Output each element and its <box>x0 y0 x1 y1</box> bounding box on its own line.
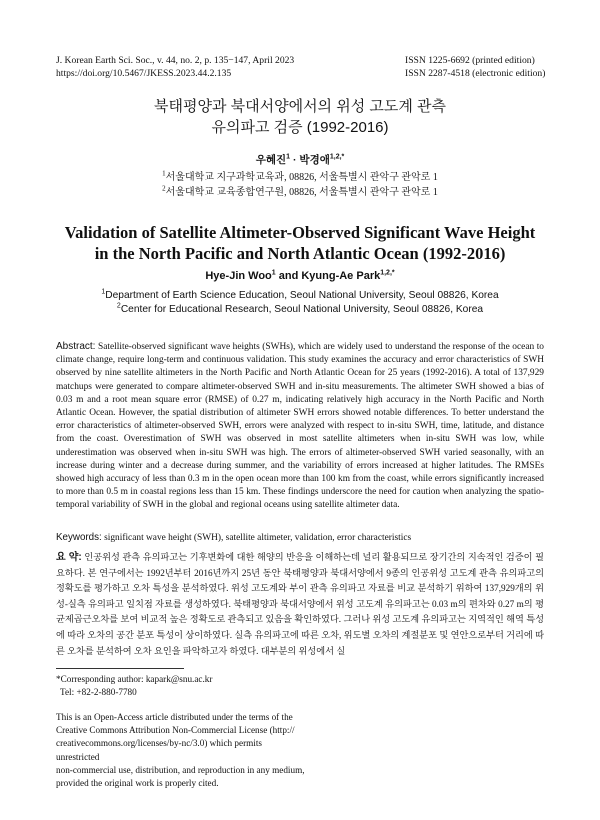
english-author-2-sup: 1,2,* <box>380 269 395 277</box>
korean-aff1-sup: 1 <box>162 169 166 178</box>
license-line: Creative Commons Attribution Non-Commercial License (http:// <box>56 725 295 736</box>
korean-author-2: 박경애 <box>299 154 330 166</box>
korean-author-1: 우혜진 <box>255 154 287 166</box>
issn-block <box>405 54 545 80</box>
english-abstract <box>56 340 544 513</box>
korean-abstract <box>56 550 544 659</box>
keywords-label: Keywords: <box>56 532 102 543</box>
issn-online: ISSN 2287-4518 (electronic edition) <box>405 68 546 79</box>
korean-abstract-label: 요 약: <box>56 552 82 563</box>
keywords-text: significant wave height (SWH), satellite altimeter, validation, error characteristics <box>101 533 412 543</box>
license-line: provided the original work is properly cited. <box>56 778 219 789</box>
license-line: creativecommons.org/licenses/by-nc/3.0) which permits unrestricted <box>56 738 262 762</box>
korean-author-separator: · <box>290 154 300 166</box>
issn-print: ISSN 1225-6692 (printed edition) <box>405 55 535 66</box>
english-author-1-sup: 1 <box>271 269 276 277</box>
license-note <box>56 711 306 790</box>
english-affiliations <box>0 289 600 316</box>
korean-aff1-text: 서울대학교 지구과학교육과, 08826, 서울특별시 관악구 관악로 1 <box>165 172 438 183</box>
license-line: non-commercial use, distribution, and reproduction in any medium, <box>56 764 305 775</box>
korean-affiliation-2 <box>0 185 600 200</box>
abstract-text: Satellite-observed significant wave heights (SWHs), which are widely used to understand the response of the ocean to climate change, require long-term and continuous validation. This study examines the accuracy and error characteristics of SWH observed by nine satellite altimeters in the North Pacific and North Atlantic Ocean for 25 years (1992-2016). A total of 137,929 matchups were generated to compare altimeter-observed SWH and in-situ measurements. The altimeter SWH showed a bias of 0.03 m and a root mean square error (RMSE) of 0.27 m, indicating relatively high accuracy in the North Pacific and North Atlantic Ocean. However, the spatial distribution of altimeter SWH errors showed notable differences. To better understand the error characteristics of altimeter-observed SWH, errors were analyzed with respect to in-situ SWH, time, latitude, and distance from the coast. Overestimation of SWH was observed in most satellite altimeters when in-situ SWH was low, while underestimation was observed when in-situ SWH was high. The errors of altimeter-observed SWH varied seasonally, with an increase during winter and a decrease during summer, and the variability of errors increased at higher latitudes. The RMSEs showed high accuracy of less than 0.3 m in the open ocean more than 100 km from the coast, while errors significantly increased to more than 0.5 m in coastal regions less than 15 km. These findings underscore the need for caution when analyzing the spatio-temporal variability of SWH in the global and regional oceans using satellite altimeter data. <box>56 342 544 511</box>
korean-author-1-sup: 1 <box>286 153 291 161</box>
korean-title-line1: 북태평양과 북대서양에서의 위성 고도계 관측 <box>154 98 446 115</box>
korean-abstract-text: 인공위성 관측 유의파고는 기후변화에 대한 해양의 반응을 이해하는데 널리 활용되므로 장기간의 지속적인 검증이 필요하다. 본 연구에서는 1992년부터 2016년까지 25년 동안 북태평양과 북대서양에서 9종의 인공위성 고도계 관측 유의파고의 정확도를 평가하고 오차 특성을 분석하였다. 위성 고도계와 부이 관측 유의파고 자료를 비교 분석하기 위하여 137,929개의 위성-실측 유의파고 일치점 자료를 생성하였다. 북태평양과 북대서양에서 위성 고도계 유의파고는 0.03 m의 편차와 0.27 m의 평균제곱근오차를 보여 비교적 높은 정확도로 관측되고 있음을 확인하였다. 그러나 위성 고도계 유의파고는 지역적인 해역 특성에 따라 오차의 공간 분포 특성이 상이하였다. 실측 유의파고에 따른 오차, 위도별 오차의 계절분포 및 연안으로부터 거리에 따른 오차를 분석하여 오차 요인을 파악하고자 하였다. 대부분의 위성에서 실 <box>56 552 544 656</box>
english-affiliation-2 <box>0 303 600 317</box>
english-affiliation-1 <box>0 289 600 303</box>
corresponding-author-note <box>56 673 212 699</box>
journal-citation <box>56 54 294 80</box>
korean-author-2-sup: 1,2,* <box>329 153 345 161</box>
english-title-line2: in the North Pacific and North Atlantic Ocean (1992-2016) <box>94 244 506 263</box>
english-aff1-sup: 1 <box>101 288 106 296</box>
english-author-2: Kyung-Ae Park <box>301 270 381 282</box>
korean-aff2-sup: 2 <box>162 184 166 193</box>
doi-link[interactable]: https://doi.org/10.5467/JKESS.2023.44.2.135 <box>56 68 232 79</box>
korean-title-line2: 유의파고 검증 (1992-2016) <box>211 119 389 136</box>
english-title <box>0 222 600 264</box>
korean-aff2-text: 서울대학교 교육종합연구원, 08826, 서울특별시 관악구 관악로 1 <box>165 187 438 198</box>
journal-line: J. Korean Earth Sci. Soc., v. 44, no. 2, p. 135−147, April 2023 <box>56 55 295 66</box>
korean-affiliations <box>0 170 600 200</box>
english-author-1: Hye-Jin Woo <box>205 270 272 282</box>
english-author-and: and <box>275 270 302 282</box>
abstract-label: Abstract: <box>56 341 96 352</box>
korean-affiliation-1 <box>0 170 600 185</box>
korean-title <box>0 96 600 138</box>
footnote-divider <box>56 668 184 669</box>
english-authors <box>0 270 600 282</box>
english-aff1-text: Department of Earth Science Education, Seoul National University, Seoul 08826, Korea <box>105 290 499 301</box>
english-aff2-text: Center for Educational Research, Seoul National University, Seoul 08826, Korea <box>120 303 484 315</box>
keywords <box>56 531 544 545</box>
license-line: This is an Open-Access article distributed under the terms of the <box>56 712 293 722</box>
korean-authors <box>0 152 600 167</box>
english-aff2-sup: 2 <box>116 302 121 310</box>
corresponding-email: *Corresponding author: kapark@snu.ac.kr <box>56 674 213 684</box>
corresponding-tel: Tel: +82-2-880-7780 <box>60 687 137 697</box>
english-title-line1: Validation of Satellite Altimeter-Observed Significant Wave Height <box>64 223 536 242</box>
